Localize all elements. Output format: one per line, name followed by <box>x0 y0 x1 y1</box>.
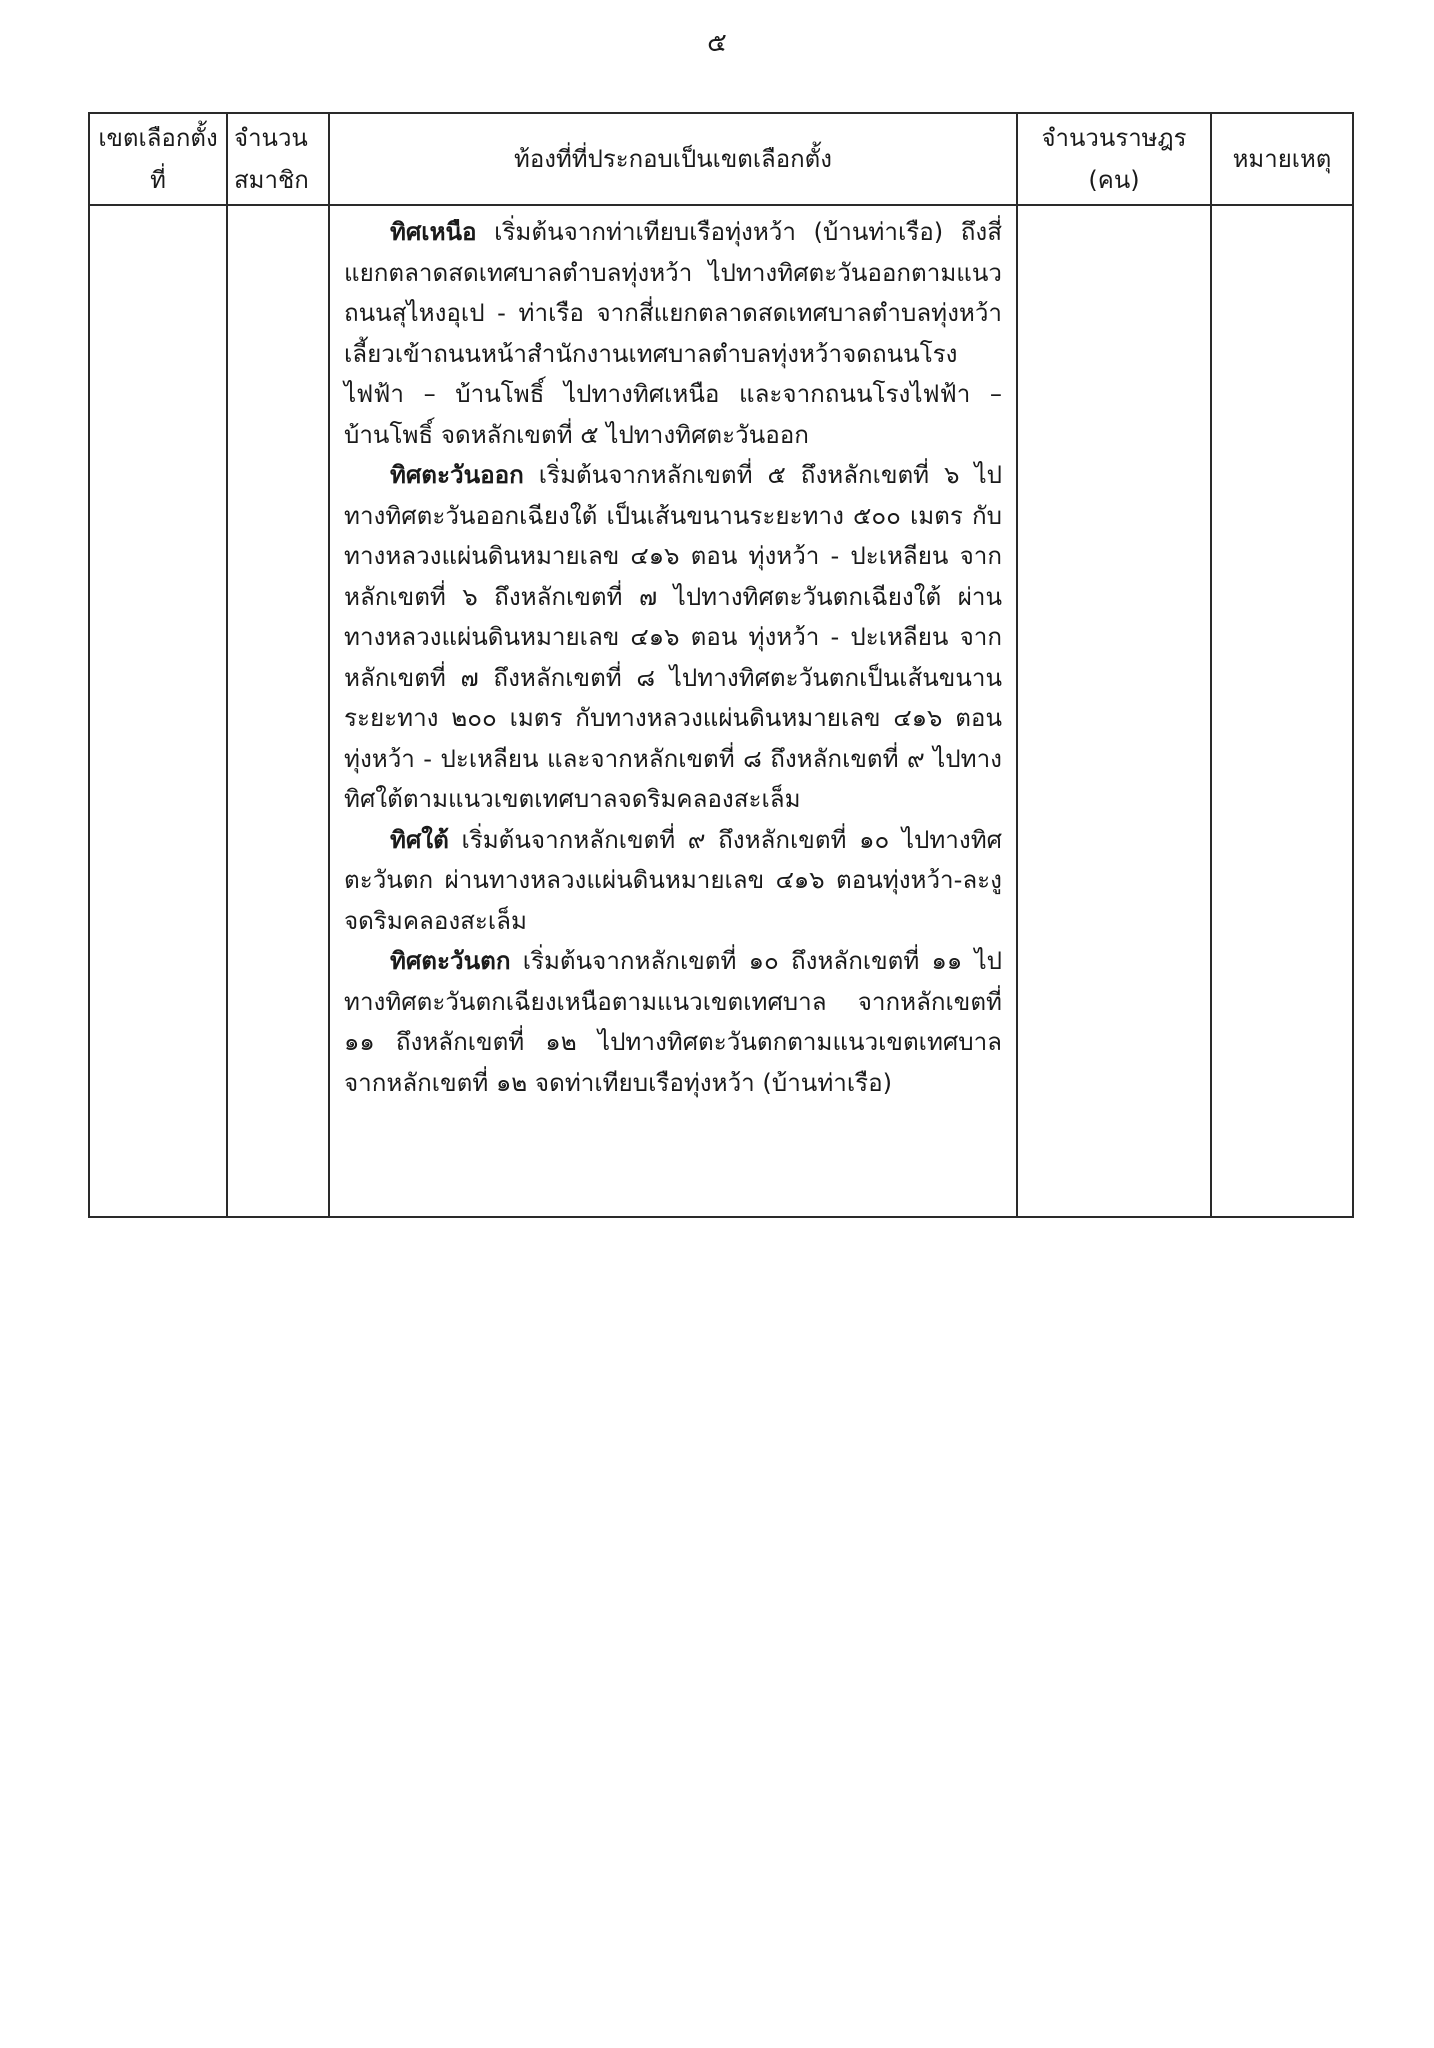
header-members: จำนวนสมาชิก <box>227 113 329 205</box>
page-number: ๕ <box>707 28 727 58</box>
table-header-row <box>89 113 1353 205</box>
cell-population <box>1017 205 1211 1217</box>
direction-west: ทิศตะวันตก <box>390 947 511 975</box>
text-north: เริ่มต้นจากท่าเทียบเรือทุ่งหว้า (บ้านท่าเรือ) ถึงสี่แยกตลาดสดเทศบาลตำบลทุ่งหว้า ไปทางทิศตะวันออกตามแนวถนนสุไหงอุเป - ท่าเรือ จากสี่แยกตลาดสดเทศบาลตำบลทุ่งหว้าเลี้ยวเข้าถนนหน้าสำนักงานเทศบาลตำบลทุ่งหว้าจดถนนโรงไฟฟ้า – บ้านโพธิ์ ไปทางทิศเหนือ และจากถนนโรงไฟฟ้า – บ้านโพธิ์ จดหลักเขตที่ ๕ ไปทางทิศตะวันออก <box>344 218 1002 449</box>
direction-north: ทิศเหนือ <box>390 218 477 246</box>
text-east: เริ่มต้นจากหลักเขตที่ ๕ ถึงหลักเขตที่ ๖ ไปทางทิศตะวันออกเฉียงใต้ เป็นเส้นขนานระยะทาง ๕๐๐ เมตร กับทางหลวงแผ่นดินหมายเลข ๔๑๖ ตอน ทุ่งหว้า - ปะเหลียน จากหลักเขตที่ ๖ ถึงหลักเขตที่ ๗ ไปทางทิศตะวันตกเฉียงใต้ ผ่านทางหลวงแผ่นดินหมายเลข ๔๑๖ ตอน ทุ่งหว้า - ปะเหลียน จากหลักเขตที่ ๗ ถึงหลักเขตที่ ๘ ไปทางทิศตะวันตกเป็นเส้นขนานระยะทาง ๒๐๐ เมตร กับทางหลวงแผ่นดินหมายเลข ๔๑๖ ตอน ทุ่งหว้า - ปะเหลียน และจากหลักเขตที่ ๘ ถึงหลักเขตที่ ๙ ไปทางทิศใต้ตามแนวเขตเทศบาลจดริมคลองสะเล็ม <box>344 461 1002 813</box>
cell-remark <box>1211 205 1353 1217</box>
text-south: เริ่มต้นจากหลักเขตที่ ๙ ถึงหลักเขตที่ ๑๐ ไปทางทิศตะวันตก ผ่านทางหลวงแผ่นดินหมายเลข ๔๑๖ ตอนทุ่งหว้า-ละงู จดริมคลองสะเล็ม <box>344 825 1002 935</box>
cell-district <box>89 205 227 1217</box>
text-west: เริ่มต้นจากหลักเขตที่ ๑๐ ถึงหลักเขตที่ ๑๑ ไปทางทิศตะวันตกเฉียงเหนือตามแนวเขตเทศบาล จากหลักเขตที่ ๑๑ ถึงหลักเขตที่ ๑๒ ไปทางทิศตะวันตกตามแนวเขตเทศบาล จากหลักเขตที่ ๑๒ จดท่าเทียบเรือทุ่งหว้า (บ้านท่าเรือ) <box>344 947 1002 1097</box>
header-district: เขตเลือกตั้งที่ <box>89 113 227 205</box>
header-remark: หมายเหตุ <box>1211 113 1353 205</box>
direction-east: ทิศตะวันออก <box>390 461 524 489</box>
district-table <box>88 112 1354 1218</box>
table-row <box>89 205 1353 1217</box>
paragraph-south <box>344 820 1002 942</box>
paragraph-west <box>344 941 1002 1103</box>
paragraph-north <box>344 212 1002 455</box>
paragraph-east <box>344 455 1002 820</box>
header-population: จำนวนราษฎร (คน) <box>1017 113 1211 205</box>
cell-area <box>329 205 1017 1217</box>
direction-south: ทิศใต้ <box>390 825 449 854</box>
cell-members <box>227 205 329 1217</box>
header-area: ท้องที่ที่ประกอบเป็นเขตเลือกตั้ง <box>329 113 1017 205</box>
